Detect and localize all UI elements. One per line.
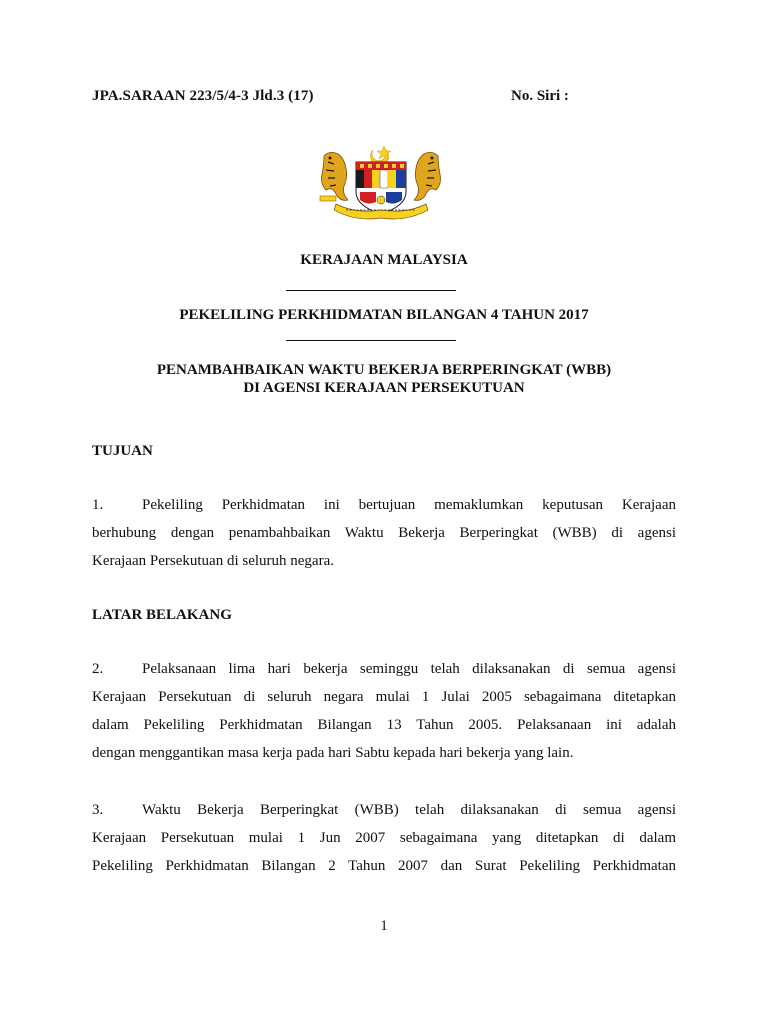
subject-line-1: PENAMBAHBAIKAN WAKTU BEKERJA BERPERINGKAT (WBB)	[156, 362, 612, 378]
paragraph-1-line	[92, 491, 676, 519]
paragraph-3	[92, 796, 676, 880]
malaysia-coat-of-arms-icon	[316, 144, 446, 224]
paragraph-2	[92, 655, 676, 767]
paragraph-number: 3.	[92, 802, 104, 818]
serial-number-label: No. Siri :	[511, 88, 569, 104]
paragraph-3-line	[92, 796, 676, 824]
reference-number: JPA.SARAAN 223/5/4-3 Jld.3 (17)	[92, 88, 314, 104]
government-title: KERAJAAN MALAYSIA	[300, 252, 468, 268]
paragraph-number: 1.	[92, 497, 104, 513]
paragraph-2-line	[92, 655, 676, 683]
subject-line-2: DI AGENSI KERAJAAN PERSEKUTUAN	[243, 380, 525, 396]
circular-title: PEKELILING PERKHIDMATAN BILANGAN 4 TAHUN 2017	[179, 307, 589, 323]
paragraph-3-line: Kerajaan Persekutuan mulai 1 Jun 2007 sebagaimana yang ditetapkan di dalam	[92, 830, 676, 846]
paragraph-2-line: Kerajaan Persekutuan di seluruh negara mulai 1 Julai 2005 sebagaimana ditetapkan	[92, 689, 676, 705]
purpose-heading: TUJUAN	[92, 443, 153, 459]
title-underline-2	[286, 340, 456, 341]
paragraph-text: Pekeliling Perkhidmatan ini bertujuan memaklumkan keputusan Kerajaan	[142, 497, 676, 513]
paragraph-text: Pelaksanaan lima hari bekerja seminggu telah dilaksanakan di semua agensi	[142, 661, 676, 677]
page-number: 1	[380, 918, 388, 934]
paragraph-number: 2.	[92, 661, 104, 677]
paragraph-1-line: berhubung dengan penambahbaikan Waktu Bekerja Berperingkat (WBB) di agensi	[92, 525, 676, 541]
paragraph-3-line: Pekeliling Perkhidmatan Bilangan 2 Tahun 2007 dan Surat Pekeliling Perkhidmatan	[92, 858, 676, 874]
paragraph-2-line: dalam Pekeliling Perkhidmatan Bilangan 13 Tahun 2005. Pelaksanaan ini adalah	[92, 717, 676, 733]
paragraph-text: Waktu Bekerja Berperingkat (WBB) telah dilaksanakan di semua agensi	[142, 802, 676, 818]
paragraph-1	[92, 491, 676, 575]
paragraph-2-line: dengan menggantikan masa kerja pada hari Sabtu kepada hari bekerja yang lain.	[92, 745, 574, 761]
paragraph-1-line: Kerajaan Persekutuan di seluruh negara.	[92, 553, 334, 569]
background-heading: LATAR BELAKANG	[92, 607, 232, 623]
title-underline-1	[286, 290, 456, 291]
